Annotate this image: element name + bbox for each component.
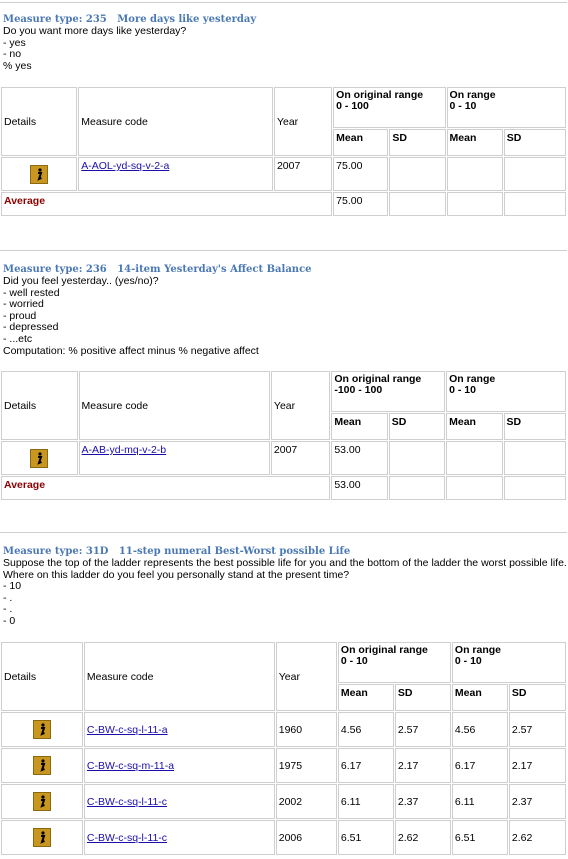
- details-cell[interactable]: [1, 784, 83, 819]
- measure-title: Measure type: 236 14-item Yesterday's Affect Balance: [3, 264, 312, 275]
- question-line: - .: [3, 603, 13, 616]
- measure-code-header: Measure code: [78, 87, 273, 156]
- table-row: [1, 784, 566, 819]
- measure-code-header: Measure code: [79, 371, 270, 440]
- sd-header: SD: [504, 129, 566, 156]
- measure-code-link[interactable]: A-AOL-yd-sq-v-2-a: [81, 160, 170, 172]
- mean-cell: 6.51: [338, 820, 394, 855]
- details-cell[interactable]: [1, 820, 83, 855]
- mean-cell: [446, 441, 502, 475]
- measure-code-link[interactable]: C-BW-c-sq-m-11-a: [86, 759, 175, 772]
- mean-cell: 6.17: [338, 748, 394, 783]
- question-line: - 10: [3, 580, 22, 593]
- measure-title: Measure type: 31D 11-step numeral Best-Worst possible Life: [3, 546, 351, 557]
- table-row: [1, 712, 566, 747]
- year-cell: 1960: [276, 712, 337, 747]
- mean-header: Mean: [333, 129, 388, 156]
- measure-section-236: [0, 264, 567, 357]
- year-header: Year: [274, 87, 332, 156]
- question-line: Computation: % positive affect minus % negative affect: [3, 344, 259, 357]
- measure-table: [0, 370, 567, 501]
- section-divider: [0, 532, 567, 533]
- info-icon[interactable]: [30, 165, 48, 184]
- mean-header: Mean: [452, 684, 508, 711]
- question-line: - depressed: [3, 321, 59, 334]
- measure-table: [0, 641, 567, 856]
- average-label: Average: [1, 476, 330, 500]
- average-mean: 75.00: [333, 192, 388, 216]
- original-range-header: On original range 0 - 100: [333, 87, 445, 128]
- average-label: Average: [1, 192, 332, 216]
- table-row: [1, 157, 566, 191]
- empty-cell: [446, 476, 502, 500]
- measure-table: [0, 86, 567, 217]
- measure-section-31d: [0, 546, 567, 628]
- details-cell[interactable]: [1, 748, 83, 783]
- measure-code-link[interactable]: C-BW-c-sq-l-11-c: [86, 831, 168, 844]
- sd-cell: [504, 157, 566, 191]
- empty-cell: [447, 192, 503, 216]
- sd-cell: [504, 441, 567, 475]
- details-cell[interactable]: [1, 441, 78, 475]
- mean-cell: [447, 157, 503, 191]
- details-header: Details: [1, 642, 83, 711]
- mean-cell: 6.51: [452, 820, 508, 855]
- empty-cell: [389, 192, 445, 216]
- sd-header: SD: [389, 413, 445, 440]
- mean-header: Mean: [447, 129, 503, 156]
- empty-cell: [389, 476, 445, 500]
- average-row: [1, 476, 566, 500]
- question-line: % yes: [3, 59, 32, 72]
- info-icon[interactable]: [33, 828, 51, 847]
- table-row: [1, 441, 566, 475]
- mean-cell: 53.00: [331, 441, 387, 475]
- original-range-header: On original range -100 - 100: [331, 371, 445, 412]
- sd-cell: 2.62: [509, 820, 566, 855]
- mean-cell: 75.00: [333, 157, 388, 191]
- table-row: [1, 820, 566, 855]
- question-line: Where on this ladder do you feel you personally stand at the present time?: [3, 568, 350, 581]
- sd-cell: 2.57: [395, 712, 451, 747]
- info-icon[interactable]: [30, 449, 48, 468]
- year-header: Year: [276, 642, 337, 711]
- question-line: Suppose the top of the ladder represents the best possible life for you and the bottom of the ladder the worst possible life.: [3, 557, 567, 569]
- average-row: [1, 192, 566, 216]
- question-line: - .: [3, 591, 13, 604]
- question-line: Did you feel yesterday.. (yes/no)?: [3, 275, 159, 287]
- question-line: - no: [3, 48, 22, 61]
- sd-cell: [389, 157, 445, 191]
- measure-code-link[interactable]: C-BW-c-sq-l-11-a: [86, 723, 168, 736]
- measure-code-header: Measure code: [84, 642, 275, 711]
- question-line: - 0: [3, 614, 16, 627]
- mean-cell: 4.56: [338, 712, 394, 747]
- year-cell: 2007: [274, 157, 332, 191]
- sd-header: SD: [509, 684, 566, 711]
- details-header: Details: [1, 87, 77, 156]
- empty-cell: [504, 192, 566, 216]
- question-line: - ...etc: [3, 332, 33, 345]
- mean-header: Mean: [338, 684, 394, 711]
- mean-cell: 6.11: [452, 784, 508, 819]
- mean-header: Mean: [446, 413, 502, 440]
- mean-header: Mean: [331, 413, 387, 440]
- sd-header: SD: [389, 129, 445, 156]
- details-cell[interactable]: [1, 157, 77, 191]
- sd-header: SD: [504, 413, 567, 440]
- sd-cell: 2.37: [395, 784, 451, 819]
- sd-cell: 2.62: [395, 820, 451, 855]
- sd-cell: 2.37: [509, 784, 566, 819]
- question-line: Do you want more days like yesterday?: [3, 25, 187, 37]
- sd-cell: 2.57: [509, 712, 566, 747]
- range-header: On range 0 - 10: [447, 87, 566, 128]
- measure-code-link[interactable]: C-BW-c-sq-l-11-c: [86, 795, 168, 808]
- measure-section-235: [0, 14, 567, 72]
- sd-header: SD: [395, 684, 451, 711]
- average-mean: 53.00: [331, 476, 387, 500]
- sd-cell: [389, 441, 445, 475]
- info-icon[interactable]: [33, 720, 51, 739]
- question-line: - proud: [3, 309, 37, 322]
- mean-cell: 6.11: [338, 784, 394, 819]
- year-cell: 2002: [276, 784, 337, 819]
- sd-cell: 2.17: [395, 748, 451, 783]
- sd-cell: 2.17: [509, 748, 566, 783]
- mean-cell: 4.56: [452, 712, 508, 747]
- info-icon[interactable]: [33, 792, 51, 811]
- question-line: - worried: [3, 298, 44, 311]
- range-header: On range 0 - 10: [446, 371, 566, 412]
- table-row: [1, 748, 566, 783]
- measure-title: Measure type: 235 More days like yesterday: [3, 14, 257, 25]
- section-divider: [0, 2, 567, 3]
- question-line: - yes: [3, 36, 26, 49]
- details-header: Details: [1, 371, 78, 440]
- mean-cell: 6.17: [452, 748, 508, 783]
- original-range-header: On original range 0 - 10: [338, 642, 451, 683]
- year-cell: 2007: [271, 441, 330, 475]
- year-header: Year: [271, 371, 330, 440]
- range-header: On range 0 - 10: [452, 642, 566, 683]
- year-cell: 1975: [276, 748, 337, 783]
- empty-cell: [504, 476, 567, 500]
- year-cell: 2006: [276, 820, 337, 855]
- details-cell[interactable]: [1, 712, 83, 747]
- question-line: - well rested: [3, 286, 60, 299]
- info-icon[interactable]: [33, 756, 51, 775]
- measure-code-link[interactable]: A-AB-yd-mq-v-2-b: [81, 444, 167, 456]
- section-divider: [0, 250, 567, 251]
